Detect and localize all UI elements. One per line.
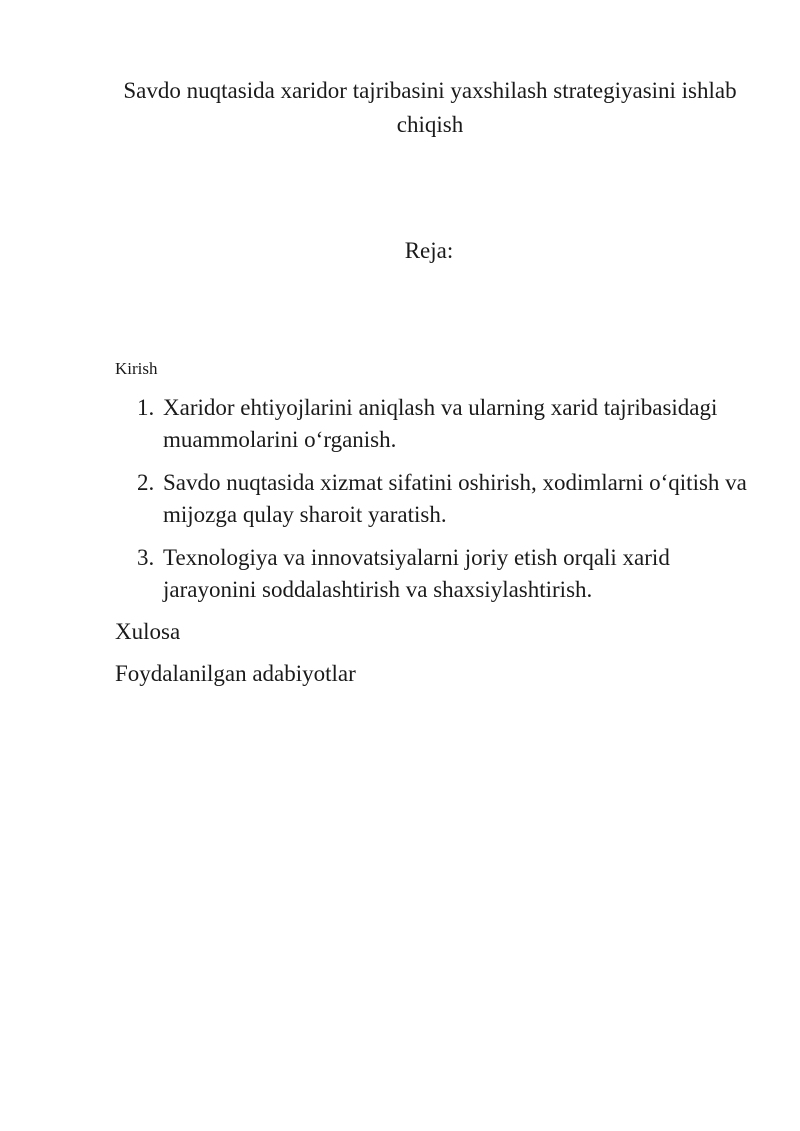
document-title: Savdo nuqtasida xaridor tajribasini yaxshilash strategiyasini ishlab chiqish xyxy=(123,78,737,137)
plan-heading: Reja: xyxy=(404,238,454,263)
outline-item-3 xyxy=(115,542,755,606)
outline-item-1 xyxy=(115,392,755,456)
outline-list xyxy=(115,392,755,617)
outline-item-number: 3. xyxy=(137,545,155,570)
outline-item-text: Savdo nuqtasida xizmat sifatini oshirish, xodimlarni o‘qitish va mijozga qulay sharoit yaratish. xyxy=(163,470,747,527)
outline-item-2 xyxy=(115,467,755,531)
intro-label: Kirish xyxy=(115,359,158,378)
outline-item-text: Texnologiya va innovatsiyalarni joriy etish orqali xarid jarayonini soddalashtirish va shaxsiylashtirish. xyxy=(163,545,670,602)
outline-item-text: Xaridor ehtiyojlarini aniqlash va ularning xarid tajribasidagi muammolarini o‘rganish. xyxy=(163,395,718,452)
outline-item-number: 2. xyxy=(137,470,155,495)
outline-item-number: 1. xyxy=(137,395,155,420)
conclusion-label: Xulosa xyxy=(115,619,181,644)
references-label: Foydalanilgan adabiyotlar xyxy=(115,661,356,686)
